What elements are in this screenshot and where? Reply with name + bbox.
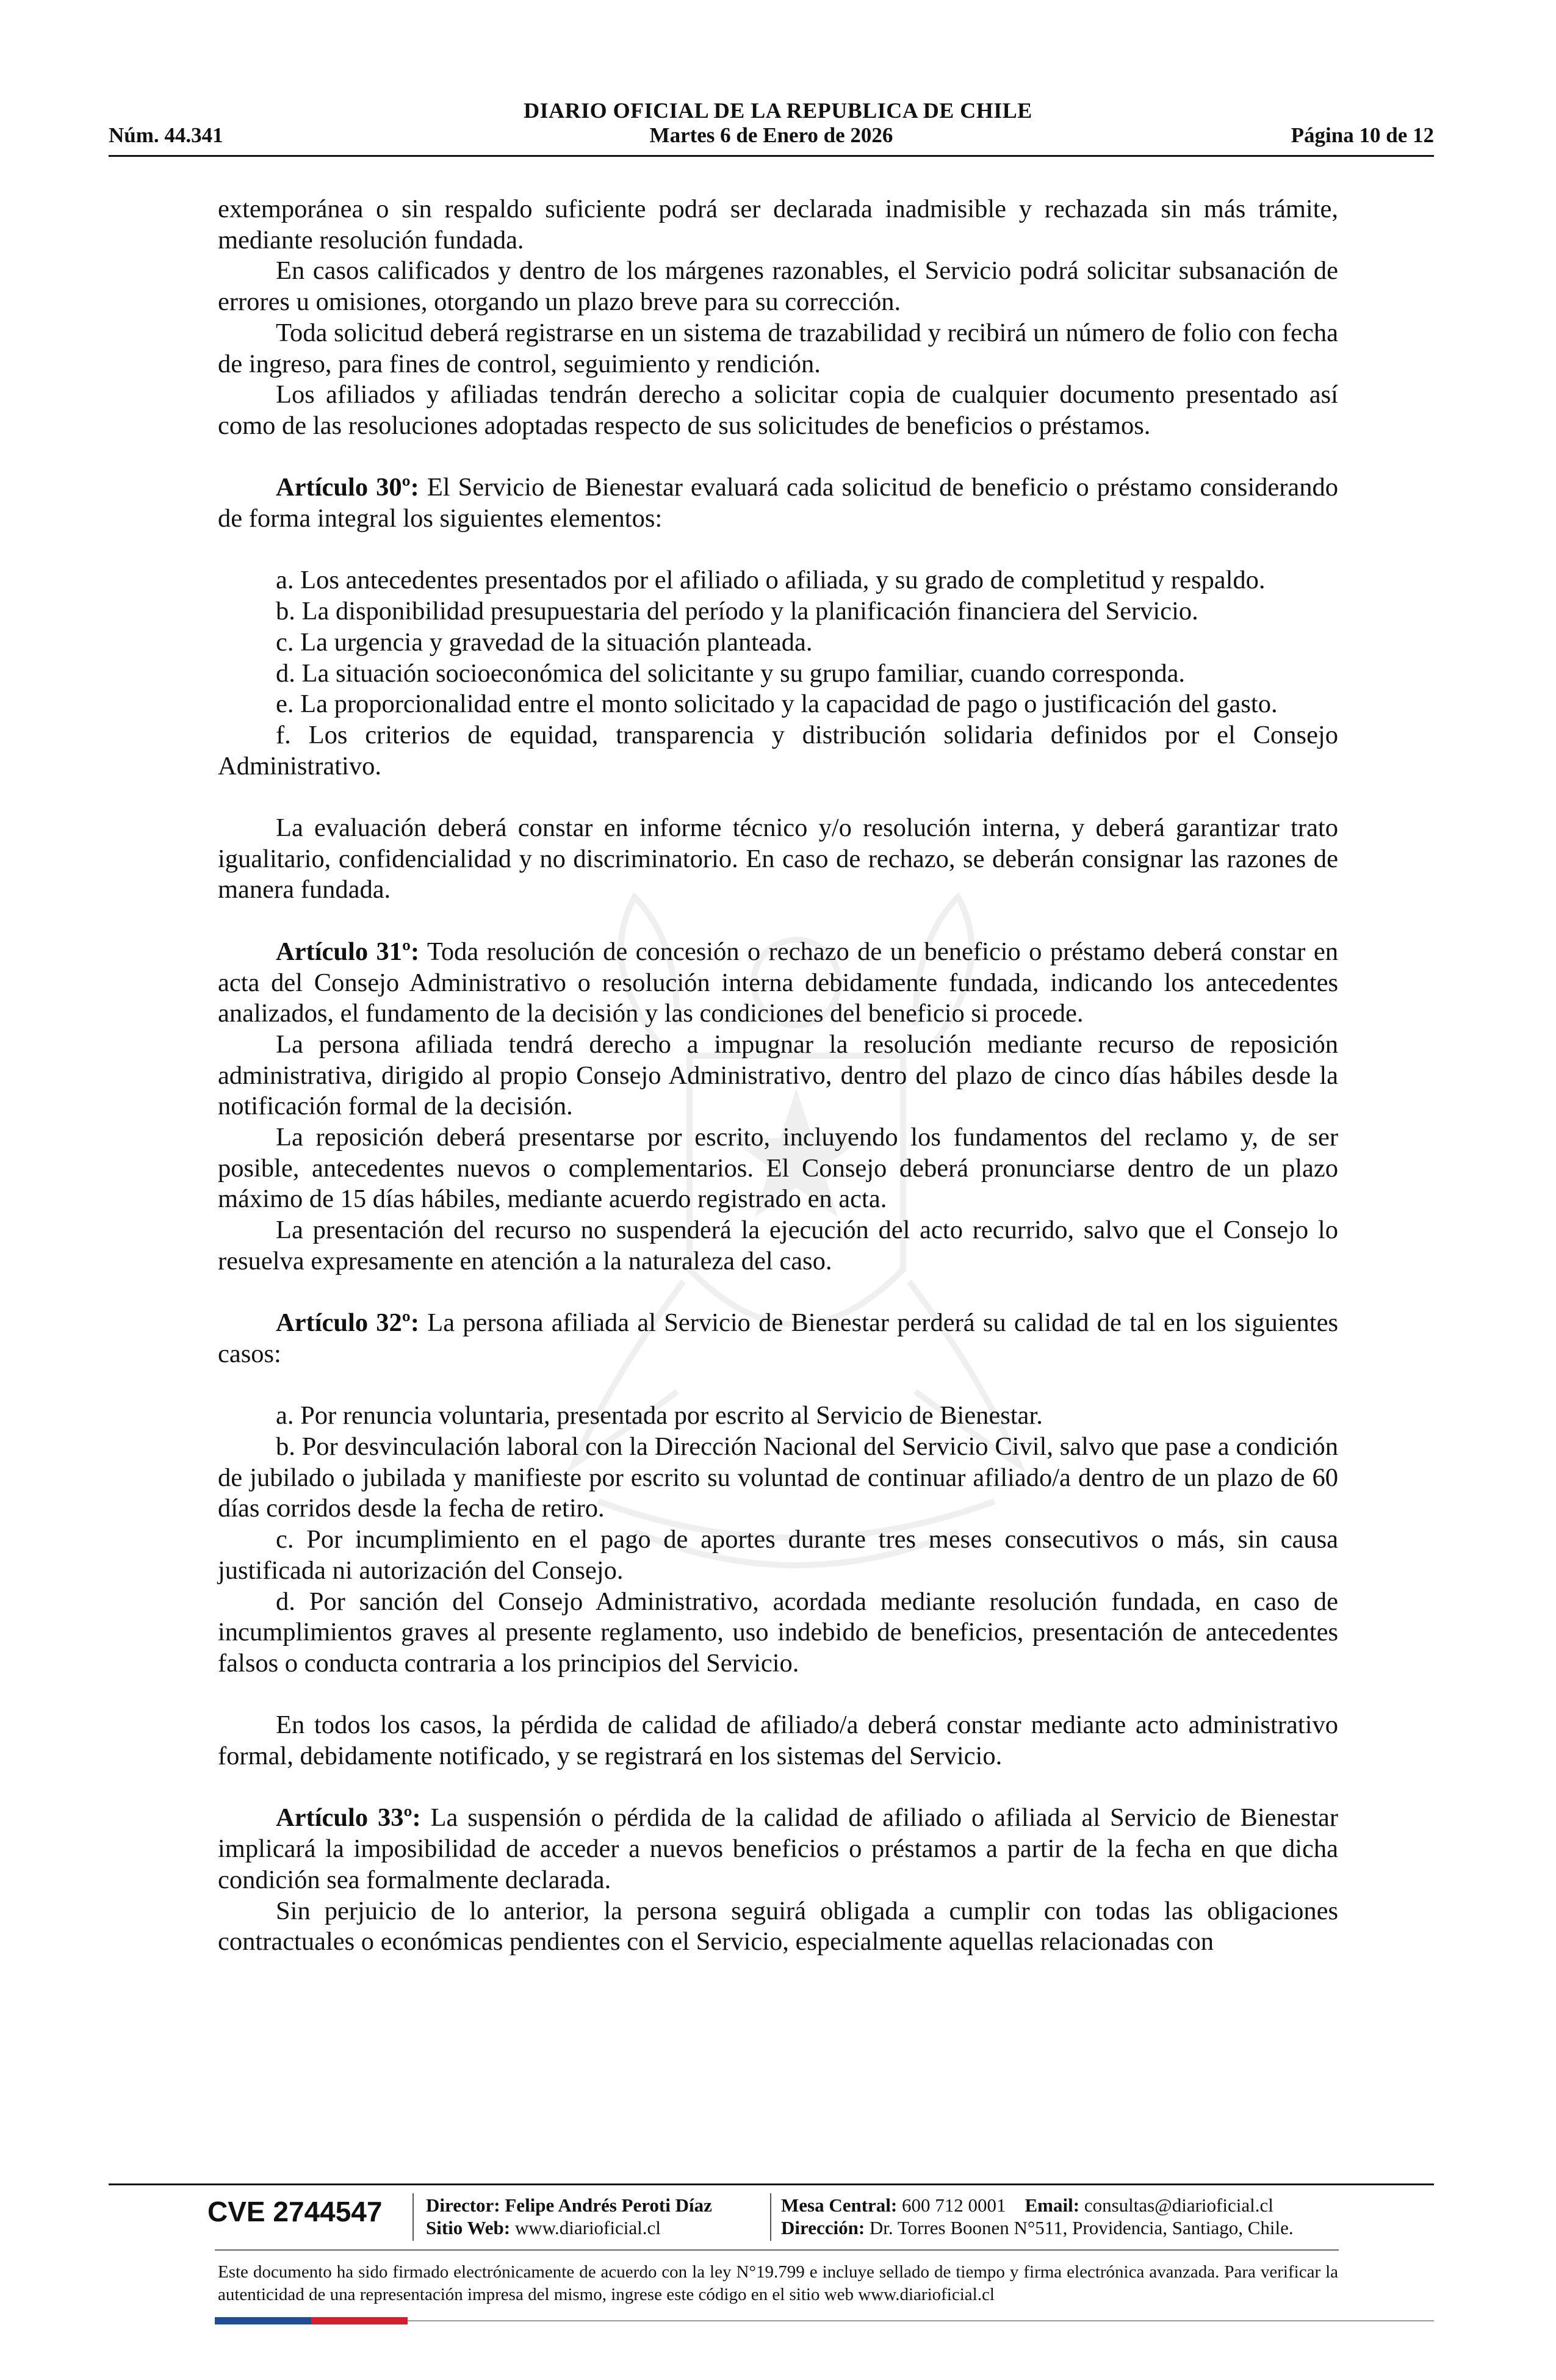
footer-contact-block (781, 2194, 1294, 2239)
footer-divider (215, 2249, 1339, 2251)
footer-director-block (426, 2194, 712, 2239)
paragraph: En todos los casos, la pérdida de calidad de afiliado/a deberá constar mediante acto administrativo formal, debidamente notificado, y se registrará en los sistemas del Servicio. (218, 1711, 1338, 1771)
list-item: e. La proporcionalidad entre el monto solicitado y la capacidad de pago o justificación del gasto. (276, 690, 1278, 719)
footer-divider (408, 2320, 1434, 2321)
article-30 (218, 472, 1338, 534)
article-32 (218, 1308, 1338, 1369)
paragraph: extemporánea o sin respaldo suficiente podrá ser declarada inadmisible y rechazada sin más trámite, mediante resolución fundada. (218, 195, 1338, 254)
header-divider (109, 155, 1434, 157)
website-label: Sitio Web: (426, 2217, 511, 2238)
director-name: Felipe Andrés Peroti Díaz (505, 2194, 712, 2216)
paragraph: En casos calificados y dentro de los márgenes razonables, el Servicio podrá solicitar subsanación de errores u omisiones, otorgando un plazo breve para su corrección. (218, 256, 1338, 317)
cve-code: CVE 2744547 (207, 2196, 383, 2227)
paragraph: La presentación del recurso no suspenderá la ejecución del acto recurrido, salvo que el Consejo lo resuelva expresamente en atención a la naturaleza del caso. (218, 1216, 1338, 1275)
article-33-heading: Artículo 33º: (276, 1803, 421, 1833)
address-label: Dirección: (781, 2217, 865, 2238)
article-30-text: El Servicio de Bienestar evaluará cada solicitud de beneficio o préstamo considerando de forma integral los siguientes elementos: (218, 473, 1339, 533)
email-link[interactable]: consultas@diarioficial.cl (1084, 2194, 1273, 2216)
article-31-text: Toda resolución de concesión o rechazo de un beneficio o préstamo deberá constar en acta del Consejo Administrativo o resolución interna debidamente fundada, indicando los antecedentes analizados, el fundamento de la decisión y las condiciones del beneficio si procede. (218, 937, 1338, 1028)
flag-stripe-red (311, 2317, 408, 2324)
issue-date: Martes 6 de Enero de 2026 (649, 123, 893, 147)
header-row (109, 123, 1434, 151)
list-item: b. La disponibilidad presupuestaria del período y la planificación financiera del Servicio. (276, 597, 1198, 626)
list-item: d. La situación socioeconómica del solicitante y su grupo familiar, cuando corresponda. (276, 658, 1186, 688)
article-31-heading: Artículo 31º: (276, 937, 420, 966)
footer-divider (109, 2183, 1434, 2185)
website-link[interactable]: www.diarioficial.cl (514, 2217, 661, 2238)
paragraph: Toda solicitud deberá registrarse en un sistema de trazabilidad y recibirá un número de folio con fecha de ingreso, para fines de control, seguimiento y rendición. (218, 318, 1338, 378)
page-number: Página 10 de 12 (1291, 123, 1434, 147)
list-item: c. La urgencia y gravedad de la situación planteada. (276, 627, 813, 657)
list-item: d. Por sanción del Consejo Administrativo, acordada mediante resolución fundada, en caso de incumplimientos graves al presente reglamento, uso indebido de beneficios, presentación de antecedentes falsos o conducta contraria a los principios del Servicio. (218, 1587, 1338, 1678)
paragraph: La persona afiliada tendrá derecho a impugnar la resolución mediante recurso de reposición administrativa, dirigido al propio Consejo Administrativo, dentro del plazo de cinco días hábiles desde la notificación formal de la decisión. (218, 1030, 1338, 1121)
article-30-heading: Artículo 30º: (276, 473, 419, 502)
issue-number: Núm. 44.341 (109, 123, 223, 147)
list-item: f. Los criterios de equidad, transparencia y distribución solidaria definidos por el Consejo Administrativo. (218, 720, 1338, 781)
address-value: Dr. Torres Boonen N°511, Providencia, Santiago, Chile. (869, 2217, 1294, 2238)
document-body (218, 194, 1338, 1958)
email-label: Email: (1025, 2194, 1080, 2216)
article-33 (218, 1803, 1338, 1895)
article-32-text: La persona afiliada al Servicio de Bienestar perderá su calidad de tal en los siguientes casos: (218, 1308, 1338, 1368)
article-31 (218, 937, 1338, 1030)
phone-label: Mesa Central: (781, 2194, 898, 2216)
list-item: c. Por incumplimiento en el pago de aportes durante tres meses consecutivos o más, sin causa justificada ni autorización del Consejo. (218, 1525, 1338, 1585)
director-label: Director: (426, 2194, 500, 2216)
flag-stripe-blue (215, 2317, 311, 2324)
paragraph: Sin perjuicio de lo anterior, la persona seguirá obligada a cumplir con todas las obligaciones contractuales o económicas pendientes con el Servicio, especialmente aquellas relacionadas con (218, 1896, 1338, 1956)
list-item: a. Los antecedentes presentados por el afiliado o afiliada, y su grado de completitud y respaldo. (276, 566, 1266, 595)
list-item: b. Por desvinculación laboral con la Dirección Nacional del Servicio Civil, salvo que pase a condición de jubilado o jubilada y manifieste por escrito su voluntad de continuar afiliado/a dentro de un plazo de 60 días corridos desde la fecha de retiro. (218, 1432, 1338, 1523)
paragraph: Los afiliados y afiliadas tendrán derecho a solicitar copia de cualquier documento presentado así como de las resoluciones adoptadas respecto de sus solicitudes de beneficios o préstamos. (218, 380, 1338, 440)
newspaper-title: DIARIO OFICIAL DE LA REPUBLICA DE CHILE (524, 98, 1032, 123)
paragraph: La evaluación deberá constar en informe técnico y/o resolución interna, y deberá garantizar trato igualitario, confidencialidad y no discriminatorio. En caso de rechazo, se deberán consignar las razones de manera fundada. (218, 813, 1338, 904)
article-33-text: La suspensión o pérdida de la calidad de afiliado o afiliada al Servicio de Bienestar implicará la imposibilidad de acceder a nuevos beneficios o préstamos a partir de la fecha en que dicha condición sea formalmente declarada. (218, 1803, 1338, 1894)
article-32-heading: Artículo 32º: (276, 1308, 419, 1338)
paragraph: La reposición deberá presentarse por escrito, incluyendo los fundamentos del reclamo y, de ser posible, antecedentes nuevos o complementarios. El Consejo deberá pronunciarse dentro de un plazo máximo de 15 días hábiles, mediante acuerdo registrado en acta. (218, 1123, 1338, 1214)
footer-separator (412, 2193, 414, 2241)
phone-value: 600 712 0001 (902, 2194, 1006, 2216)
footer-separator (770, 2193, 771, 2241)
list-item: a. Por renuncia voluntaria, presentada por escrito al Servicio de Bienestar. (276, 1401, 1043, 1430)
legal-notice: Este documento ha sido firmado electrónicamente de acuerdo con la ley N°19.799 e incluye sellado de tiempo y firma electrónica avanzada. Para verificar la autenticidad de una representación impresa del mismo, ingrese este código en el sitio web www.diarioficial.cl (218, 2262, 1338, 2304)
